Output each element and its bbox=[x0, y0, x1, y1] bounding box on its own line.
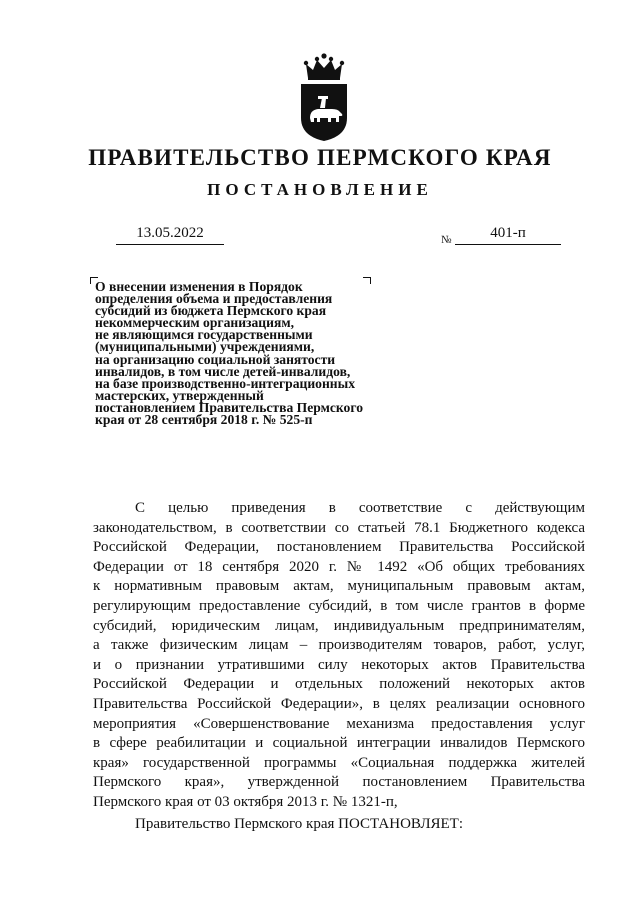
body-line: Федерации от 18 сентября 2020 г. № 1492 «Об общих требованиях bbox=[93, 558, 585, 575]
body-line: регулирующим предоставление субсидий, в том числе грантов в форме bbox=[93, 597, 585, 614]
decree-statement: Правительство Пермского края ПОСТАНОВЛЯЕТ: bbox=[135, 816, 464, 832]
document-number-field bbox=[441, 222, 561, 245]
body-line: Правительства Российской Федерации», в целях реализации основного bbox=[93, 695, 585, 712]
document-type: ПОСТАНОВЛЕНИЕ bbox=[207, 180, 433, 199]
body-line: субсидий, юридическим лицам, индивидуальным предпринимателям, bbox=[93, 617, 585, 634]
body-line: С целью приведения в соответствие с действующим bbox=[135, 500, 585, 516]
subject-heading bbox=[95, 281, 415, 426]
body-line: края» государственной программы «Социальная поддержка жителей bbox=[93, 754, 585, 771]
subject-line: некоммерческим организациям, bbox=[95, 315, 294, 331]
subject-line: постановлением Правительства Пермского bbox=[95, 399, 363, 415]
body-paragraph bbox=[93, 499, 585, 813]
subject-line: инвалидов, в том числе детей-инвалидов, bbox=[95, 363, 351, 379]
subject-line: на базе производственно-интеграционных bbox=[95, 375, 356, 391]
body-line: Пермского края от 03 октября 2013 г. № 1321-п, bbox=[93, 793, 398, 810]
subject-line: О внесении изменения в Порядок bbox=[95, 279, 303, 294]
body-line: и о признании утратившими силу некоторых актов Правительства bbox=[93, 656, 585, 673]
body-line: в сфере реабилитации и социальной интеграции инвалидов Пермского bbox=[93, 735, 585, 752]
body-line: к нормативным правовым актам, муниципальным правовым актам, bbox=[93, 578, 585, 595]
subject-line: мастерских, утвержденный bbox=[95, 387, 264, 403]
subject-line: (муниципальными) учреждениями, bbox=[95, 339, 315, 355]
document-date: 13.05.2022 bbox=[116, 222, 224, 245]
perm-krai-coat-of-arms-icon bbox=[298, 52, 350, 142]
document-number: 401-п bbox=[455, 222, 561, 245]
subject-line: субсидий из бюджета Пермского края bbox=[95, 303, 327, 319]
subject-line: края от 28 сентября 2018 г. № 525-п bbox=[95, 412, 313, 428]
body-line: Российской Федерации и отдельных положений некоторых актов bbox=[93, 676, 585, 693]
government-title: ПРАВИТЕЛЬСТВО ПЕРМСКОГО КРАЯ bbox=[88, 145, 552, 170]
body-line: законодательством, в соответствии со статьей 78.1 Бюджетного кодекса bbox=[93, 519, 585, 536]
subject-line: не являющимся государственными bbox=[95, 327, 313, 343]
body-line: мероприятия «Совершенствование механизма предоставления услуг bbox=[93, 715, 585, 732]
body-line: Российской Федерации, постановлением Правительства Российской bbox=[93, 539, 585, 556]
subject-line: на организацию социальной занятости bbox=[95, 351, 336, 367]
body-line: а также физическим лицам – производителям товаров, работ, услуг, bbox=[93, 637, 585, 654]
body-line: Пермского края», утвержденной постановлением Правительства bbox=[93, 774, 585, 791]
number-sign: № bbox=[441, 234, 452, 246]
subject-line: определения объема и предоставления bbox=[95, 291, 333, 307]
